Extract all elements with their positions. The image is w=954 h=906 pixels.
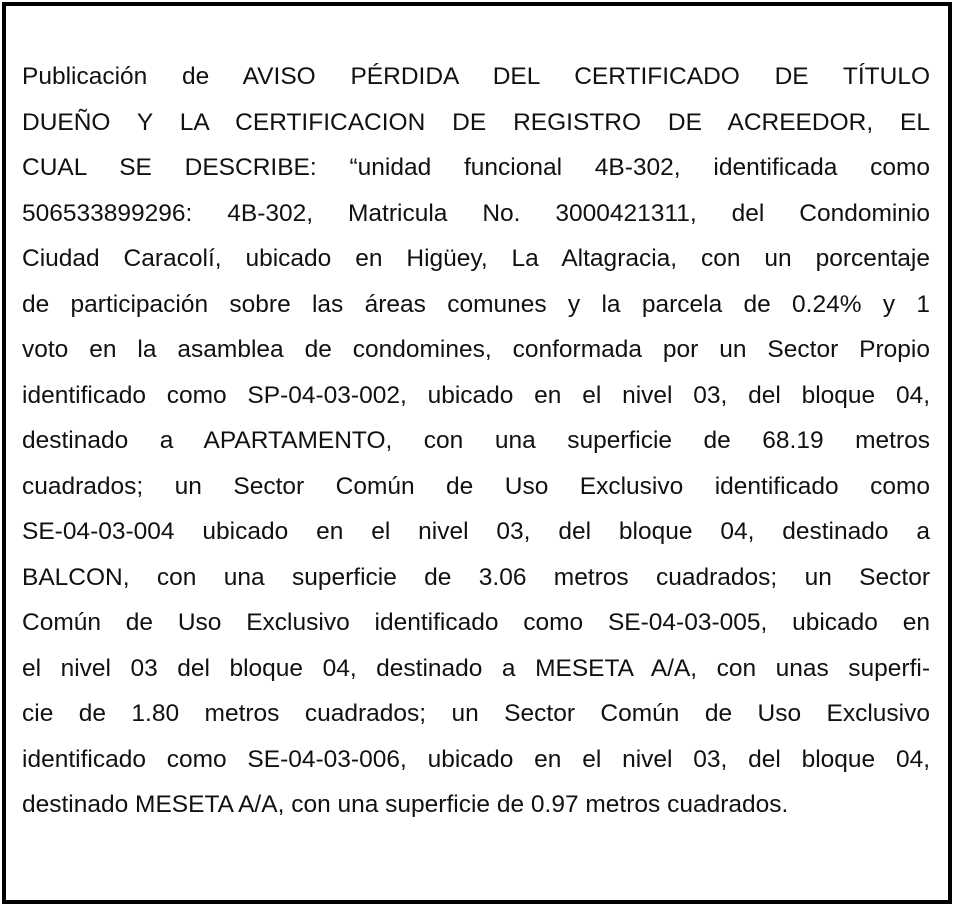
- notice-frame: [2, 2, 952, 904]
- notice-line: cuadrados; un Sector Común de Uso Exclusivo identificado como: [22, 472, 930, 500]
- notice-line: 506533899296: 4B-302, Matricula No. 3000421311, del Condominio: [22, 199, 930, 227]
- notice-line: SE-04-03-004 ubicado en el nivel 03, del bloque 04, destinado a: [22, 518, 930, 545]
- notice-line: CUAL SE DESCRIBE: “unidad funcional 4B-302, identificada como: [22, 154, 930, 181]
- notice-line: BALCON, con una superficie de 3.06 metros cuadrados; un Sector: [22, 563, 930, 591]
- notice-line: Ciudad Caracolí, ubicado en Higüey, La Altagracia, con un porcentaje: [22, 245, 930, 272]
- notice-line: destinado a APARTAMENTO, con una superficie de 68.19 metros: [22, 427, 930, 454]
- notice-line: Común de Uso Exclusivo identificado como SE-04-03-005, ubicado en: [22, 609, 930, 636]
- notice-line: identificado como SE-04-03-006, ubicado en el nivel 03, del bloque 04,: [22, 745, 930, 773]
- notice-line: de participación sobre las áreas comunes y la parcela de 0.24% y 1: [22, 290, 930, 318]
- notice-line: DUEÑO Y LA CERTIFICACION DE REGISTRO DE ACREEDOR, EL: [22, 108, 930, 136]
- notice-line: Publicación de AVISO PÉRDIDA DEL CERTIFICADO DE TÍTULO: [22, 63, 930, 90]
- notice-line: el nivel 03 del bloque 04, destinado a MESETA A/A, con unas superfi-: [22, 654, 930, 682]
- notice-line: voto en la asamblea de condomines, conformada por un Sector Propio: [22, 336, 930, 363]
- notice-text: [22, 54, 930, 828]
- notice-line-last: destinado MESETA A/A, con una superficie de 0.97 metros cuadrados.: [22, 791, 789, 818]
- notice-line: cie de 1.80 metros cuadrados; un Sector Común de Uso Exclusivo: [22, 700, 930, 727]
- notice-line: identificado como SP-04-03-002, ubicado en el nivel 03, del bloque 04,: [22, 381, 930, 409]
